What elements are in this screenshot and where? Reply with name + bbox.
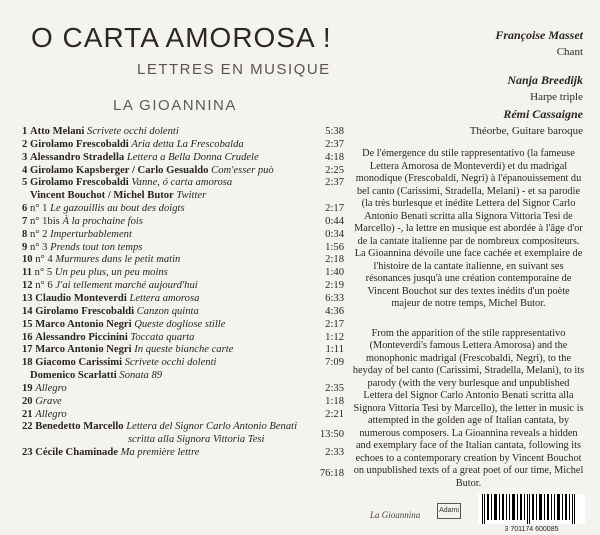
track-row: 11 n° 5 Un peu plus, un peu moins 1:40 [22, 267, 344, 279]
total-duration-row [22, 468, 344, 481]
track-row: 20 Grave 1:18 [22, 395, 344, 407]
description-en: From the apparition of the stile rappresentativo (Monteverdi's famous Lettera Amorosa) and the monophonic madrigal (Frescobaldi, Negri), to the heyday of bel canto (Carissimi, Stradella, Melani), to its parody (with the very burlesque and unpublished Lettera del Signor Carlo Antonio Benati scritta alla Signora Vittoria Tesi by Marcello), the letter in music is attempted in the golden age of Italian cantata, by numerous composers. La Gioannina reveals a hidden and exemplary face of the Italian cantata, following its echoes to a contemporary creation by Vincent Bouchot on unpublished texts of a great poet of our time, Michel Butor. [352, 327, 585, 489]
liner-notes [352, 148, 585, 507]
track-row: 16 Alessandro Piccinini Toccata quarta 1:12 [22, 331, 344, 343]
track-row: 14 Girolamo Frescobaldi Canzon quinta 4:36 [22, 305, 344, 317]
barcode [478, 494, 585, 524]
adami-logo: Adami [437, 503, 461, 519]
performer-role: Chant [556, 46, 583, 58]
track-row: 12 n° 6 J'ai tellement marché aujourd'hui 2:19 [22, 280, 344, 292]
track-row: 2 Girolamo Frescobaldi Aria detta La Frescobalda 2:37 [22, 138, 344, 150]
track-row: 8 n° 2 Imperturbablement 0:34 [22, 228, 344, 240]
track-row: 17 Marco Antonio Negri In queste bianche carte 1:11 [22, 344, 344, 356]
track-group-heading: Vincent Bouchot / Michel Butor Twitter [29, 190, 207, 202]
barcode-number: 3 701174 600085 [504, 526, 559, 533]
track-row: 1 Atto Melani Scrivete occhi dolenti 5:38 [22, 126, 344, 137]
album-title: O CARTA AMOROSA ! [31, 22, 332, 53]
track-row: 6 n° 1 Le gazouillis au bout des doigts 2:17 [22, 203, 344, 215]
track-row-continuation: scritta alla Signora Vittoria Tesi 13:50 [127, 429, 344, 446]
track-row: 15 Marco Antonio Negri Queste dogliose stille 2:17 [22, 318, 344, 330]
track-row: 7 n° 1bis À la prochaine fois 0:44 [22, 215, 344, 227]
track-group-heading: Domenico Scarlatti Sonata 89 [29, 370, 163, 382]
track-row: 5 Girolamo Frescobaldi Vanne, ó carta amorosa 2:37 [22, 177, 344, 189]
track-row: 18 Giacomo Carissimi Scrivete occhi dolenti 7:09 [22, 357, 344, 369]
track-row: 10 n° 4 Murmures dans le petit matin 2:18 [22, 254, 344, 266]
performer-name: Nanja Breedijk [507, 73, 583, 87]
ensemble-logo: La Gioannina [370, 510, 421, 520]
track-row: 19 Allegro 2:35 [22, 382, 344, 394]
performers-list [373, 27, 583, 140]
description-fr: De l'émergence du stile rappresentativo (la fameuse Lettera Amorosa de Monteverdi) et du madrigal monodique (Frescobaldi, Negri) à l'épanouissement du bel canto (Carissimi, Stradella, Melani) - et sa parodie (la très burlesque et inédite Lettera del Signor Carlo Antonio Benati scritta alla Signora Vittoria Tesi de Marcello) -, la lettre en musique est abordée à l'âge d'or de la cantate italienne par de nombreux compositeurs. La Gioannina dévoile une face cachée et exemplaire de l'histoire de la cantate italienne, en suivant ses résonances jusqu'à une création contemporaine de Vincent Bouchot sur des textes inédits d'un poète majeur de notre temps, Michel Butor. [354, 148, 583, 309]
performer-role: Harpe triple [530, 91, 583, 103]
tracklist [22, 126, 344, 481]
performer-role: Théorbe, Guitare baroque [469, 125, 583, 137]
total-duration: 76:18 [319, 467, 344, 479]
barcode-bars-icon [478, 494, 585, 524]
album-subtitle: LETTRES EN MUSIQUE [137, 61, 331, 78]
track-row: 21 Allegro 2:21 [22, 408, 344, 420]
track-row: 4 Girolamo Kapsberger / Carlo Gesualdo Com'esser può 2:25 [22, 164, 344, 176]
track-row: 3 Alessandro Stradella Lettera a Bella Donna Crudele 4:18 [22, 151, 344, 163]
track-row: 23 Cécile Chaminade Ma première lettre 2:33 [22, 447, 344, 459]
track-row: 22 Benedetto Marcello Lettera del Signor Carlo Antonio Benati [22, 421, 298, 433]
ensemble-name: LA GIOANNINA [113, 97, 237, 114]
track-row: 9 n° 3 Prends tout ton temps 1:56 [22, 241, 344, 253]
performer-name: Rémi Cassaigne [503, 107, 583, 121]
performer-name: Françoise Masset [495, 28, 583, 42]
track-row: 13 Claudio Monteverdi Lettera amorosa 6:33 [22, 292, 344, 304]
